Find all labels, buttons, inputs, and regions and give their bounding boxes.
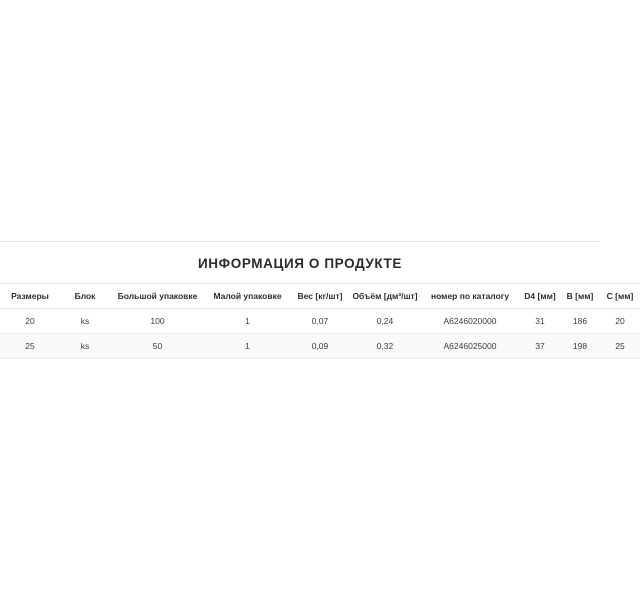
table-row xyxy=(0,334,640,359)
cell-unit: ks xyxy=(60,334,110,359)
cell-small-pack: 1 xyxy=(205,334,290,359)
column-header-volume: Объём [дм³/шт] xyxy=(350,284,420,309)
table-header xyxy=(0,284,640,309)
cell-weight: 0,07 xyxy=(290,309,350,334)
cell-unit: ks xyxy=(60,309,110,334)
cell-d4: 31 xyxy=(520,309,560,334)
cell-size: 25 xyxy=(0,334,60,359)
cell-b: 198 xyxy=(560,334,600,359)
column-header-small-pack: Малой упаковке xyxy=(205,284,290,309)
cell-d4: 37 xyxy=(520,334,560,359)
cell-big-pack: 100 xyxy=(110,309,205,334)
column-header-weight: Вес [кг/шт] xyxy=(290,284,350,309)
cell-b: 186 xyxy=(560,309,600,334)
column-header-b: B [мм] xyxy=(560,284,600,309)
table-row xyxy=(0,309,640,334)
column-header-catalog-number: номер по каталогу xyxy=(420,284,520,309)
cell-weight: 0,09 xyxy=(290,334,350,359)
table-header-row xyxy=(0,284,640,309)
cell-big-pack: 50 xyxy=(110,334,205,359)
cell-c: 20 xyxy=(600,309,640,334)
product-information-table xyxy=(0,283,640,359)
page-title: ИНФОРМАЦИЯ О ПРОДУКТЕ xyxy=(0,241,600,283)
product-information-panel xyxy=(0,241,634,359)
table-body xyxy=(0,309,640,359)
cell-catalog-number: A6246025000 xyxy=(420,334,520,359)
column-header-c: C [мм] xyxy=(600,284,640,309)
cell-volume: 0,24 xyxy=(350,309,420,334)
cell-small-pack: 1 xyxy=(205,309,290,334)
cell-catalog-number: A6246020000 xyxy=(420,309,520,334)
column-header-unit: Блок xyxy=(60,284,110,309)
column-header-big-pack: Большой упаковке xyxy=(110,284,205,309)
cell-c: 25 xyxy=(600,334,640,359)
column-header-d4: D4 [мм] xyxy=(520,284,560,309)
cell-size: 20 xyxy=(0,309,60,334)
column-header-size: Размеры xyxy=(0,284,60,309)
cell-volume: 0,32 xyxy=(350,334,420,359)
